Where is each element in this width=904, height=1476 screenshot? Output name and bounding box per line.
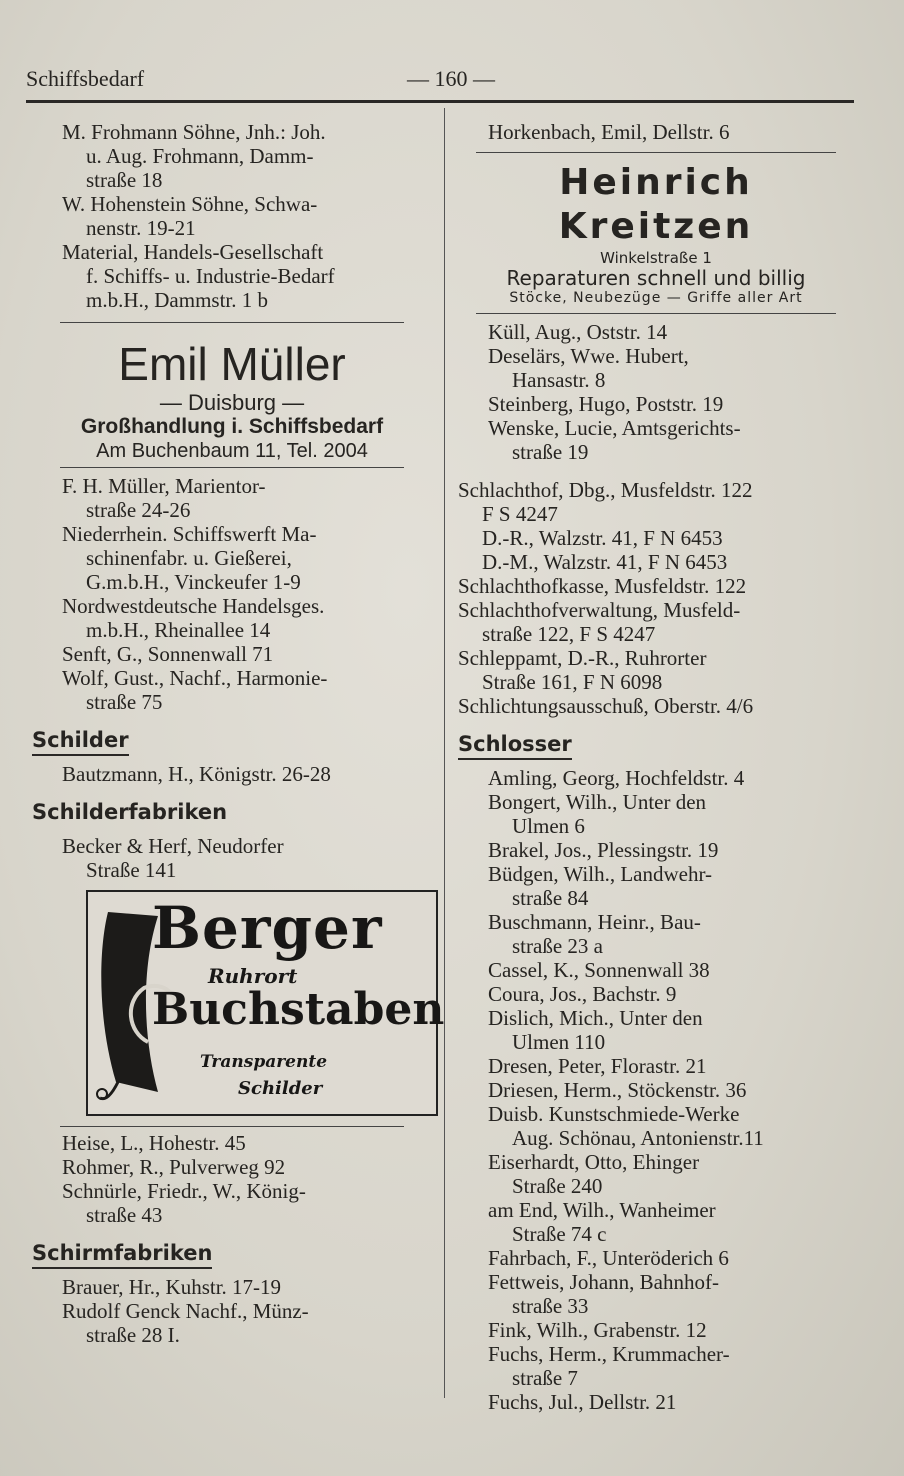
entry-line: Dislich, Mich., Unter den bbox=[488, 1006, 703, 1030]
entry-continuation: Hansastr. 8 bbox=[512, 368, 606, 392]
entry-continuation: straße 43 bbox=[86, 1203, 163, 1227]
entries-schilderfabriken bbox=[30, 834, 434, 882]
entry-line: Material, Handels-Gesellschaft bbox=[62, 240, 324, 264]
ad-mueller-address: Am Buchenbaum 11, Tel. 2004 bbox=[96, 440, 368, 462]
directory-entry bbox=[456, 790, 856, 838]
entry-continuation: Ulmen 110 bbox=[512, 1030, 606, 1054]
entry-line: Horkenbach, Emil, Dellstr. 6 bbox=[488, 120, 730, 144]
entry-line: Becker & Herf, Neudorfer bbox=[62, 834, 284, 858]
directory-entry bbox=[456, 598, 856, 646]
directory-entry bbox=[456, 416, 856, 464]
entries-schirmfabriken bbox=[30, 1275, 434, 1347]
directory-entry bbox=[30, 1131, 434, 1155]
entry-line: Schleppamt, D.-R., Ruhrorter bbox=[458, 646, 707, 670]
entry-continuation: m.b.H., Rheinallee 14 bbox=[86, 618, 271, 642]
entry-continuation: nenstr. 19-21 bbox=[86, 216, 196, 240]
entries-after-berger bbox=[30, 1131, 434, 1227]
berger-word4: Transparente bbox=[200, 1052, 328, 1072]
directory-entry bbox=[30, 522, 434, 594]
directory-entry bbox=[30, 1179, 434, 1227]
entry-line: W. Hohenstein Söhne, Schwa- bbox=[62, 192, 318, 216]
separator-rule bbox=[476, 313, 836, 314]
directory-entry bbox=[456, 862, 856, 910]
ad-mueller-name: Emil Müller bbox=[118, 338, 346, 390]
directory-entry bbox=[30, 594, 434, 642]
entry-line: Nordwestdeutsche Handelsges. bbox=[62, 594, 325, 618]
directory-entry bbox=[456, 1270, 856, 1318]
directory-entry bbox=[456, 958, 856, 982]
directory-entry bbox=[456, 392, 856, 416]
directory-entry bbox=[30, 1299, 434, 1347]
entry-continuation: Ulmen 6 bbox=[512, 814, 585, 838]
entry-line: Schlichtungsausschuß, Oberstr. 4/6 bbox=[458, 694, 754, 718]
entry-continuation: D.-M., Walzstr. 41, F N 6453 bbox=[482, 550, 728, 574]
page-header bbox=[26, 66, 876, 100]
entry-continuation: schinenfabr. u. Gießerei, bbox=[86, 546, 292, 570]
entry-line: Rudolf Genck Nachf., Münz- bbox=[62, 1299, 309, 1323]
directory-entry bbox=[456, 344, 856, 392]
entry-line: Buschmann, Heinr., Bau- bbox=[488, 910, 701, 934]
entry-line: Fuchs, Herm., Krummacher- bbox=[488, 1342, 730, 1366]
directory-entry bbox=[30, 192, 434, 240]
separator-rule bbox=[60, 467, 404, 468]
entry-line: Küll, Aug., Oststr. 14 bbox=[488, 320, 668, 344]
heading-schilder: Schilder bbox=[32, 728, 434, 752]
entries-schlosser bbox=[456, 766, 856, 1414]
entry-line: Schlachthofverwaltung, Musfeld- bbox=[458, 598, 741, 622]
advertisement-heinrich-kreitzen bbox=[456, 161, 856, 307]
entry-line: Wenske, Lucie, Amtsgerichts- bbox=[488, 416, 741, 440]
heading-schlosser: Schlosser bbox=[458, 732, 856, 756]
page-number: — 160 — bbox=[407, 66, 495, 91]
directory-entry bbox=[30, 240, 434, 312]
entry-line: Niederrhein. Schiffswerft Ma- bbox=[62, 522, 317, 546]
directory-entry bbox=[456, 1006, 856, 1054]
column-divider bbox=[444, 108, 445, 1398]
directory-entry bbox=[30, 666, 434, 714]
directory-entry bbox=[30, 1155, 434, 1179]
entry-continuation: straße 84 bbox=[512, 886, 589, 910]
right-entries-mid bbox=[456, 320, 856, 464]
entry-continuation: straße 19 bbox=[512, 440, 589, 464]
entry-line: Schlachthofkasse, Musfeldstr. 122 bbox=[458, 574, 747, 598]
separator-rule bbox=[60, 322, 404, 323]
directory-entry bbox=[30, 762, 434, 786]
entry-line: Schnürle, Friedr., W., König- bbox=[62, 1179, 306, 1203]
directory-entry bbox=[30, 474, 434, 522]
entry-line: Bongert, Wilh., Unter den bbox=[488, 790, 707, 814]
entry-line: Brakel, Jos., Plessingstr. 19 bbox=[488, 838, 719, 862]
directory-entry bbox=[456, 120, 856, 144]
entry-continuation: straße 33 bbox=[512, 1294, 589, 1318]
separator-rule bbox=[60, 1126, 404, 1127]
separator-rule bbox=[476, 152, 836, 153]
entry-continuation: u. Aug. Frohmann, Damm- bbox=[86, 144, 314, 168]
entry-continuation: Aug. Schönau, Antonienstr.11 bbox=[512, 1126, 764, 1150]
directory-entry bbox=[456, 1198, 856, 1246]
directory-entry bbox=[456, 1318, 856, 1342]
entry-line: Senft, G., Sonnenwall 71 bbox=[62, 642, 274, 666]
entry-line: Driesen, Herm., Stöckenstr. 36 bbox=[488, 1078, 747, 1102]
entry-line: Bautzmann, H., Königstr. 26-28 bbox=[62, 762, 331, 786]
directory-entry bbox=[456, 478, 856, 574]
entry-continuation: Straße 161, F N 6098 bbox=[482, 670, 663, 694]
right-column bbox=[456, 120, 856, 1414]
directory-entry bbox=[456, 910, 856, 958]
directory-entry bbox=[456, 1054, 856, 1078]
entry-line: M. Frohmann Söhne, Jnh.: Joh. bbox=[62, 120, 326, 144]
entry-continuation: straße 7 bbox=[512, 1366, 578, 1390]
entry-line: Fink, Wilh., Grabenstr. 12 bbox=[488, 1318, 707, 1342]
left-entries-top bbox=[30, 120, 434, 312]
entry-line: Deselärs, Wwe. Hubert, bbox=[488, 344, 689, 368]
directory-entry bbox=[456, 766, 856, 790]
berger-word5: Schilder bbox=[238, 1078, 323, 1099]
entry-continuation: Straße 141 bbox=[86, 858, 177, 882]
ad-kreitzen-name: Heinrich Kreitzen bbox=[558, 162, 754, 247]
directory-entry bbox=[456, 982, 856, 1006]
entry-line: Fettweis, Johann, Bahnhof- bbox=[488, 1270, 719, 1294]
ad-kreitzen-slogan: Reparaturen schnell und billig bbox=[506, 266, 806, 290]
right-entries-top bbox=[456, 120, 856, 144]
entry-line: Heise, L., Hohestr. 45 bbox=[62, 1131, 246, 1155]
section-title: Schiffsbedarf bbox=[26, 66, 145, 91]
entry-line: Rohmer, R., Pulverweg 92 bbox=[62, 1155, 286, 1179]
directory-entry bbox=[456, 320, 856, 344]
directory-entry bbox=[456, 1078, 856, 1102]
entries-schilder bbox=[30, 762, 434, 786]
entry-continuation: straße 75 bbox=[86, 690, 163, 714]
entry-line: F. H. Müller, Marientor- bbox=[62, 474, 266, 498]
left-column bbox=[30, 120, 445, 1347]
berger-word3: Buchstaben bbox=[152, 984, 445, 1035]
entry-line: Brauer, Hr., Kuhstr. 17-19 bbox=[62, 1275, 282, 1299]
advertisement-berger bbox=[86, 890, 445, 1116]
entry-continuation: F S 4247 bbox=[482, 502, 558, 526]
entries-schlacht bbox=[456, 478, 856, 718]
entry-continuation: G.m.b.H., Vinckeufer 1-9 bbox=[86, 570, 301, 594]
ad-mueller-business: Großhandlung i. Schiffsbedarf bbox=[80, 415, 384, 438]
directory-entry bbox=[456, 838, 856, 862]
entry-continuation: m.b.H., Dammstr. 1 b bbox=[86, 288, 268, 312]
entry-continuation: straße 23 a bbox=[512, 934, 603, 958]
entry-continuation: straße 24-26 bbox=[86, 498, 191, 522]
directory-entry bbox=[30, 834, 434, 882]
directory-entry bbox=[456, 1102, 856, 1150]
directory-entry bbox=[456, 1390, 856, 1414]
heading-schirmfabriken: Schirmfabriken bbox=[32, 1241, 434, 1265]
entry-line: Cassel, K., Sonnenwall 38 bbox=[488, 958, 710, 982]
directory-entry bbox=[30, 120, 434, 192]
directory-entry bbox=[30, 642, 434, 666]
entry-continuation: straße 18 bbox=[86, 168, 163, 192]
directory-entry bbox=[456, 574, 856, 598]
header-rule bbox=[26, 100, 854, 103]
berger-word1: Berger bbox=[152, 894, 383, 962]
directory-entry bbox=[456, 1150, 856, 1198]
entry-continuation: f. Schiffs- u. Industrie-Bedarf bbox=[86, 264, 335, 288]
directory-entry bbox=[30, 1275, 434, 1299]
entry-continuation: straße 28 I. bbox=[86, 1323, 180, 1347]
advertisement-emil-mueller bbox=[30, 337, 434, 463]
entry-line: Amling, Georg, Hochfeldstr. 4 bbox=[488, 766, 745, 790]
directory-entry bbox=[456, 694, 856, 718]
entry-line: am End, Wilh., Wanheimer bbox=[488, 1198, 716, 1222]
entry-continuation: straße 122, F S 4247 bbox=[482, 622, 656, 646]
entry-line: Fahrbach, F., Unteröderich 6 bbox=[488, 1246, 729, 1270]
directory-entry bbox=[456, 646, 856, 694]
directory-entry bbox=[456, 1246, 856, 1270]
entry-line: Duisb. Kunstschmiede-Werke bbox=[488, 1102, 740, 1126]
entry-line: Coura, Jos., Bachstr. 9 bbox=[488, 982, 677, 1006]
ad-kreitzen-items: Stöcke, Neubezüge — Griffe aller Art bbox=[509, 290, 803, 306]
entry-line: Wolf, Gust., Nachf., Harmonie- bbox=[62, 666, 328, 690]
entry-line: Dresen, Peter, Florastr. 21 bbox=[488, 1054, 707, 1078]
ad-kreitzen-street: Winkelstraße 1 bbox=[600, 249, 712, 267]
entry-line: Schlachthof, Dbg., Musfeldstr. 122 bbox=[458, 478, 753, 502]
entry-line: Büdgen, Wilh., Landwehr- bbox=[488, 862, 713, 886]
ad-mueller-city: — Duisburg — bbox=[159, 390, 305, 415]
entry-continuation: Straße 74 c bbox=[512, 1222, 607, 1246]
left-entries-mid bbox=[30, 474, 434, 714]
entry-line: Eiserhardt, Otto, Ehinger bbox=[488, 1150, 700, 1174]
heading-schilderfabriken: Schilderfabriken bbox=[32, 800, 228, 824]
berger-word2: Ruhrort bbox=[208, 964, 298, 988]
entry-continuation: Straße 240 bbox=[512, 1174, 603, 1198]
directory-entry bbox=[456, 1342, 856, 1390]
entry-continuation: D.-R., Walzstr. 41, F N 6453 bbox=[482, 526, 723, 550]
entry-line: Steinberg, Hugo, Poststr. 19 bbox=[488, 392, 724, 416]
entry-line: Fuchs, Jul., Dellstr. 21 bbox=[488, 1390, 677, 1414]
